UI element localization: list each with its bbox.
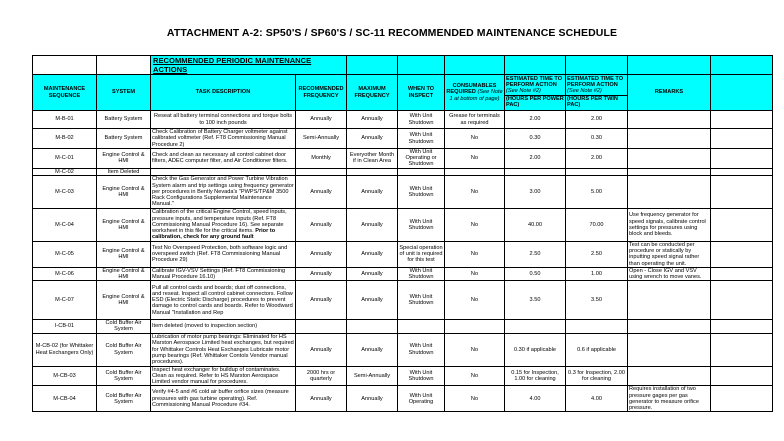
cell-consumables: No xyxy=(445,267,505,280)
task-warning: Prior to calibration, check for any ground fault xyxy=(152,227,276,241)
cell-when xyxy=(398,168,445,175)
cell-task xyxy=(151,208,296,241)
cell-task: Test No Overspeed Protection, both software logic and overspeed switch (Ref. FT8 Commissioning Manual Procedure 29) xyxy=(151,241,296,267)
cell-consumables: No xyxy=(445,149,505,169)
cell-system: Engine Control & HMI xyxy=(97,208,151,241)
table-row xyxy=(33,241,773,267)
cell-rec-freq: Annually xyxy=(296,281,347,320)
cell-consumables: No xyxy=(445,386,505,412)
cell-remarks xyxy=(628,366,711,386)
cell-rec-freq: Annually xyxy=(296,175,347,208)
cell-time-twin: 0.6 if applicable xyxy=(566,333,628,366)
table-row xyxy=(33,175,773,208)
cell-when: With Unit Shutdown xyxy=(398,333,445,366)
cell-consumables: No xyxy=(445,129,505,149)
cell-time-single: 0.50 xyxy=(505,267,566,280)
cell-time-twin xyxy=(566,320,628,333)
est-single-note: (See Note #2) xyxy=(506,88,541,95)
cell-rec-freq: Annually xyxy=(296,241,347,267)
est-twin-label: ESTIMATED TIME TO PERFORM ACTION xyxy=(567,76,624,89)
cell-max-freq: Annually xyxy=(347,281,398,320)
cell-seq: M-C-06 xyxy=(33,267,97,280)
cell-when: With Unit Operating or Shutdown xyxy=(398,149,445,169)
cell-max-freq: Annually xyxy=(347,208,398,241)
cell-remarks xyxy=(628,149,711,169)
section-band-label: RECOMMENDED PERIODIC MAINTENANCE ACTIONS xyxy=(151,56,347,75)
cell-time-twin: 0.3 for Inspection, 2.00 for cleaning xyxy=(566,366,628,386)
cell-when xyxy=(398,320,445,333)
cell-task: Item deleted (moved to inspection section) xyxy=(151,320,296,333)
cell-time-twin: 2.50 xyxy=(566,241,628,267)
cell-max-freq: Annually xyxy=(347,386,398,412)
cell-time-single: 3.50 xyxy=(505,281,566,320)
cell-seq: M-C-04 xyxy=(33,208,97,241)
cell-seq: M-C-01 xyxy=(33,149,97,169)
cell-max-freq: Semi-Annually xyxy=(347,366,398,386)
col-header-when: WHEN TO INSPECT xyxy=(398,75,445,111)
cell-system: Engine Control & HMI xyxy=(97,175,151,208)
cell-rec-freq: Semi-Annually xyxy=(296,129,347,149)
table-row xyxy=(33,281,773,320)
cell-system: Cold Buffer Air System xyxy=(97,386,151,412)
cell-time-single: 0.30 xyxy=(505,129,566,149)
table-row xyxy=(33,333,773,366)
cell-rec-freq: Annually xyxy=(296,333,347,366)
col-header-est-twin xyxy=(566,75,628,111)
cell-when: With Unit Shutdown xyxy=(398,208,445,241)
cell-time-twin: 3.50 xyxy=(566,281,628,320)
cell-max-freq: Annually xyxy=(347,267,398,280)
cell-task: Check the Gas Generator and Power Turbine Vibration System alarm and trip settings using frequency generator per procedures in Bently Nevada's "PWPS/TP&M 3500 Rack Configurations Supplemental Maintenance Manual." xyxy=(152,176,294,208)
cell-time-twin: 5.00 xyxy=(566,175,628,208)
cell-time-single xyxy=(505,320,566,333)
cell-max-freq: Annually xyxy=(347,111,398,129)
cell-seq: M-C-05 xyxy=(33,241,97,267)
cell-rec-freq: Annually xyxy=(296,111,347,129)
cell-max-freq xyxy=(347,168,398,175)
cell-consumables: No xyxy=(445,241,505,267)
cell-when: With Unit Shutdown xyxy=(398,281,445,320)
cell-remarks xyxy=(628,333,711,366)
cell-remarks xyxy=(628,111,711,129)
table-row xyxy=(33,208,773,241)
table-row xyxy=(33,111,773,129)
cell-time-single: 0.30 if applicable xyxy=(505,333,566,366)
cell-system: Engine Control & HMI xyxy=(97,149,151,169)
task-text: Calibration of the critical Engine Control, speed inputs, pressure inputs, and temperature inputs (Ref. FT8 Commissioning Manual Procedure 16). See separate worksheet in this file for the critical items. xyxy=(152,209,287,234)
cell-time-twin: 70.00 xyxy=(566,208,628,241)
cell-system: Engine Control & HMI xyxy=(97,241,151,267)
cell-time-twin: 2.00 xyxy=(566,111,628,129)
cell-time-twin xyxy=(566,168,628,175)
cell-when: With Unit Shutdown xyxy=(398,111,445,129)
cell-seq: M-C-03 xyxy=(33,175,97,208)
cell-system: Cold Buffer Air System xyxy=(97,333,151,366)
cell-consumables xyxy=(445,168,505,175)
col-header-rec-freq: RECOMMENDED FREQUENCY xyxy=(296,75,347,111)
cell-rec-freq: 2000 hrs or quarterly xyxy=(296,366,347,386)
cell-remarks: Test can be conducted per procedure or statically by inputting speed signal rather than operating the unit. xyxy=(628,241,711,267)
cell-task: Lubrication of motor pump bearings: Eliminated for HS Marston Aerospace Limited heat exchanges, but required for Whittaker Controls Heat Exchanges Lubricate motor pump bearings (Ref. Whittaker Contols Vendor manual procedures). xyxy=(152,334,294,365)
est-twin-note: (See Note #2) xyxy=(567,88,602,95)
cell-system: Item Deleted xyxy=(97,168,151,175)
table-row xyxy=(33,168,773,175)
cell-time-single: 4.00 xyxy=(505,386,566,412)
cell-when: With Unit Shutdown xyxy=(398,175,445,208)
cell-when: With Unit Shutdown xyxy=(398,129,445,149)
page-title: ATTACHMENT A-2: SP50'S / SP60'S / SC-11 RECOMMENDED MAINTENANCE SCHEDULE xyxy=(166,27,618,39)
maintenance-schedule-table xyxy=(32,55,773,412)
consumables-label: CONSUMABLES REQUIRED xyxy=(446,83,497,96)
cell-time-single: 2.50 xyxy=(505,241,566,267)
cell-max-freq: Annually xyxy=(347,241,398,267)
cell-seq: M-B-01 xyxy=(33,111,97,129)
table-row xyxy=(33,149,773,169)
cell-time-twin: 2.00 xyxy=(566,149,628,169)
cell-consumables: No xyxy=(445,333,505,366)
cell-rec-freq: Monthly xyxy=(296,149,347,169)
cell-task: Check Calibration of Battery Charger voltmeter against calibrated voltmeter (Ref. FT8 Commissioning Manual Procedure 2) xyxy=(151,129,296,149)
table-row xyxy=(33,129,773,149)
col-header-remarks: REMARKS xyxy=(628,75,711,111)
cell-rec-freq xyxy=(296,320,347,333)
cell-consumables xyxy=(445,320,505,333)
cell-time-single xyxy=(505,168,566,175)
col-header-system: SYSTEM xyxy=(97,75,151,111)
cell-task: Calibrate IGV-VSV Settings (Ref. FT8 Commissioning Manual Procedure 16.10) xyxy=(151,267,296,280)
cell-when: With Unit Operating xyxy=(398,386,445,412)
cell-system: Engine Control & HMI xyxy=(97,281,151,320)
cell-time-single: 2.00 xyxy=(505,111,566,129)
cell-system: Cold Buffer Air System xyxy=(97,366,151,386)
cell-remarks xyxy=(628,320,711,333)
cell-max-freq: Annually xyxy=(347,129,398,149)
cell-when: With Unit Shutdown xyxy=(398,366,445,386)
col-header-max-freq: MAXIMUM FREQUENCY xyxy=(347,75,398,111)
cell-consumables: No xyxy=(445,175,505,208)
cell-system: Battery System xyxy=(97,129,151,149)
cell-max-freq: Annually xyxy=(347,175,398,208)
table-row xyxy=(33,320,773,333)
cell-seq: I-CB-01 xyxy=(33,320,97,333)
cell-seq: M-CB-02 (for Whittaker Heat Exchangers Only) xyxy=(33,333,97,366)
cell-remarks xyxy=(628,175,711,208)
cell-remarks: Requires installation of two pressure gages per gas generator to measure orifice pressure. xyxy=(628,386,711,412)
cell-rec-freq xyxy=(296,168,347,175)
col-header-seq: MAINTENANCE SEQUENCE xyxy=(33,75,97,111)
col-header-task: TASK DESCRIPTION xyxy=(151,75,296,111)
cell-seq: M-CB-03 xyxy=(33,366,97,386)
table-row xyxy=(33,366,773,386)
cell-time-twin: 1.00 xyxy=(566,267,628,280)
cell-consumables: Grease for terminals as required xyxy=(445,111,505,129)
cell-time-single: 2.00 xyxy=(505,149,566,169)
cell-remarks: Open - Close IGV and VSV using wrench to move vanes. xyxy=(628,267,711,280)
cell-system: Battery System xyxy=(97,111,151,129)
table-row xyxy=(33,267,773,280)
est-single-label: ESTIMATED TIME TO PERFORM ACTION xyxy=(506,76,563,89)
col-header-est-single xyxy=(505,75,566,111)
cell-consumables: No xyxy=(445,366,505,386)
cell-remarks xyxy=(628,281,711,320)
cell-time-twin: 4.00 xyxy=(566,386,628,412)
cell-system: Cold Buffer Air System xyxy=(97,320,151,333)
table-row xyxy=(33,386,773,412)
cell-task: Inspect heat exchanger for buildup of contaminates. Clean as required. Refer to HS Marston Aerospace Limited vendor manual for procedures. xyxy=(151,366,296,386)
cell-task xyxy=(151,168,296,175)
cell-time-single: 0.15 for Inspection, 1.00 for cleaning xyxy=(505,366,566,386)
cell-remarks xyxy=(628,129,711,149)
cell-time-twin: 0.30 xyxy=(566,129,628,149)
cell-remarks: Use frequency generator for speed signals, calibrate control settings for pressures using block and bleeds. xyxy=(628,208,711,241)
cell-when: Special operation of unit is required for this test xyxy=(398,241,445,267)
cell-time-single: 3.00 xyxy=(505,175,566,208)
consumables-note: (See Note 1 at bottom of page) xyxy=(449,89,503,102)
cell-task: Verify #4-5 and #6 cold air buffer orifice sizes (measure pressures with gas turbine operating). Ref. Commissioning Manual Procedure #34. xyxy=(151,386,296,412)
est-twin-sub: (HOURS PER TWIN PAC) xyxy=(566,95,627,108)
cell-remarks xyxy=(628,168,711,175)
cell-seq: M-C-07 xyxy=(33,281,97,320)
cell-when: With Unit Shutdown xyxy=(398,267,445,280)
header-row xyxy=(33,75,773,111)
cell-consumables: No xyxy=(445,281,505,320)
cell-task: Check and clean as necessary all control cabinet door filters, ADEC computer filter, and Air Conditioner filters. xyxy=(151,149,296,169)
est-single-sub: (HOURS PER POWER PAC) xyxy=(506,95,564,108)
cell-time-single: 40.00 xyxy=(505,208,566,241)
cell-seq: M-B-02 xyxy=(33,129,97,149)
cell-rec-freq: Annually xyxy=(296,386,347,412)
cell-rec-freq: Annually xyxy=(296,267,347,280)
cell-rec-freq: Annually xyxy=(296,208,347,241)
cell-max-freq: Annually xyxy=(347,333,398,366)
cell-system: Engine Control & HMI xyxy=(97,267,151,280)
col-header-consumables xyxy=(445,75,505,111)
cell-max-freq xyxy=(347,320,398,333)
cell-seq: M-C-02 xyxy=(33,168,97,175)
cell-consumables: No xyxy=(445,208,505,241)
section-band-row xyxy=(33,56,773,75)
cell-task: Pull all control cards and boards; dust off connections, and reseat. Inspect all control cabinet connectors. Follow ESD (Electric Static Discharge) procedures to prevent damage to control cards and boards. Refer to Woodward Manual "Installation and Rep xyxy=(151,281,296,320)
cell-max-freq: Everyother Month if in Clean Area xyxy=(347,149,398,169)
cell-task: Reseat all battery terminal connections and torque bolts to 100 inch pounds xyxy=(151,111,296,129)
cell-seq: M-CB-04 xyxy=(33,386,97,412)
